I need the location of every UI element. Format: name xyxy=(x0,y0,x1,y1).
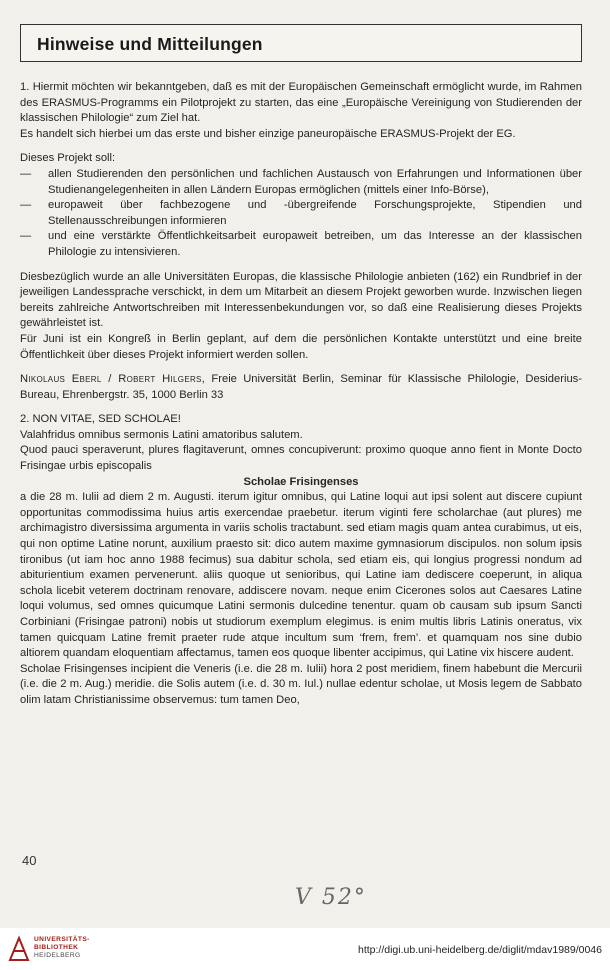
source-url-link[interactable]: http://digi.ub.uni-heidelberg.de/diglit/mdav1989/0046 xyxy=(357,944,602,956)
section2-body-2: Scholae Frisingenses incipient die Veneris (i.e. die 28 m. Iulii) hora 2 post meridiem, finem habebunt die Mercurii (i.e. die 2 m. Aug.) meridie. die Solis autem (i.e. d. 30 m. Iul.) nullae edentur scholae, ut Mosis legem de Sabbato olim latam Christianissime observemus: tum tamen Deo, xyxy=(20,662,582,706)
article-body xyxy=(20,80,582,709)
section1-para3: Diesbezüglich wurde an alle Universitäten Europas, die klassische Philologie anbieten (162) ein Rundbrief in der jeweiligen Landessprache verschickt, in dem um Mitarbeit an diesem Projekt geworben wurde. Inzwischen liegen bereits zahlreiche Antwortschreiben mit Interessenbekundungen vor, so daß eine Realisierung dieses Projekts gewährleistet ist. xyxy=(20,270,582,330)
author-affiliation: Freie Universität Berlin, Seminar für Klassische Philologie, Desiderius-Bureau, Ehrenbergstr. 35, 1000 Berlin 33 xyxy=(20,373,582,401)
section2-title: 2. NON VITAE, SED SCHOLAE! xyxy=(20,413,181,426)
list-item: — allen Studierenden den persönlichen und fachlichen Austausch von Erfahrungen und Informationen über Studienangelegenheiten in allen Ländern Europas ermöglichen (mittels einer Info-Börse), xyxy=(20,167,582,198)
author-line xyxy=(20,372,582,403)
section1-intro-2: Es handelt sich hierbei um das erste und bisher einzige paneuropäische ERASMUS-Projekt der EG. xyxy=(20,127,516,140)
author-names: Nikolaus Eberl / Robert Hilgers, xyxy=(20,373,206,386)
section2-subheading: Scholae Frisingenses xyxy=(243,475,359,488)
handwritten-shelfmark: V 52° xyxy=(295,885,367,910)
section2-intro: Quod pauci speraverunt, plures flagitaverunt, omnes concupiverunt: proximo quoque anno fient in Monte Docto Frisingae urbis episcopalis xyxy=(20,444,582,473)
library-logo-icon xyxy=(8,934,30,964)
list-item: — und eine verstärkte Öffentlichkeitsarbeit europaweit betreiben, um das Interesse an der klassischen Philologie zu intensivieren. xyxy=(20,229,582,260)
page-number: 40 xyxy=(22,853,37,868)
section2-body: a die 28 m. Iulii ad diem 2 m. Augusti. iterum igitur omnibus, qui Latine loqui aut ipsi solent aut discere cupiunt opportunitas commodissima huius artis exercendae praebetur. iterum viginti fere scholarchae (aut plures) me archimagistro diversissima argumenta in variis scholis tractabunt. sed etiam magis quam antea curabimus, ut eis, qui non optime Latine norunt, auxilium praesto sit: dico autem maxime gymnasiorum discipulos. non solum ipsis tironibus (ut iam hoc anno 1988 fecimus) sua dabitur schola, sed etiam eis, qui longius progressi nondum ad abiturientium examen pervenerunt. aliis quoque ut senioribus, qui Latine iam dediscere coeperunt, in aliqua schola licebit veterem doctrinam renovare, addiscere novam. neque enim Cicerones solos aut Caesares Latine loqui volumus, sed omnes quicumque Latini sermonis dulcedine tenentur. quam ob causam sub ipsum Sancti Corbiniani (Frisingae patroni) nobis ut studiorum exemplum elegimus. is enim multis libris Latinis oneratus, vix tamen quicquam Latine fremit praeter rude atque incultum sum ‘frem, frem’. et quamquam nos sine dubio altiorem quandam eloquentiam affectamus, tamen eos quoque libenter accipimus, qui Latine vix hiscere audent. xyxy=(20,491,582,660)
section1-para4: Für Juni ist ein Kongreß in Berlin geplant, auf dem die persönlichen Kontakte unterstützt und eine breite Öffentlichkeit über dieses Projekt informiert werden sollen. xyxy=(20,332,582,361)
page-title: Hinweise und Mitteilungen xyxy=(37,34,263,54)
heading-box xyxy=(20,24,582,62)
section2-greeting: Valahfridus omnibus sermonis Latini amatoribus salutem. xyxy=(20,428,303,441)
list-item: — europaweit über fachbezogene und -übergreifende Forschungsprojekte, Stipendien und Stellenausschreibungen informieren xyxy=(20,198,582,229)
library-name: UNIVERSITÄTS- BIBLIOTHEK HEIDELBERG xyxy=(34,936,90,959)
goals-lead: Dieses Projekt soll: xyxy=(20,152,116,165)
goals-list xyxy=(20,167,582,261)
section1-intro: 1. Hiermit möchten wir bekanntgeben, daß es mit der Europäischen Gemeinschaft ermöglicht wurde, im Rahmen des ERASMUS-Programms ein Pilotprojekt zu starten, das eine „Europäische Vereinigung von Studierenden der klassischen Philologie“ zum Ziel hat. xyxy=(20,81,582,125)
